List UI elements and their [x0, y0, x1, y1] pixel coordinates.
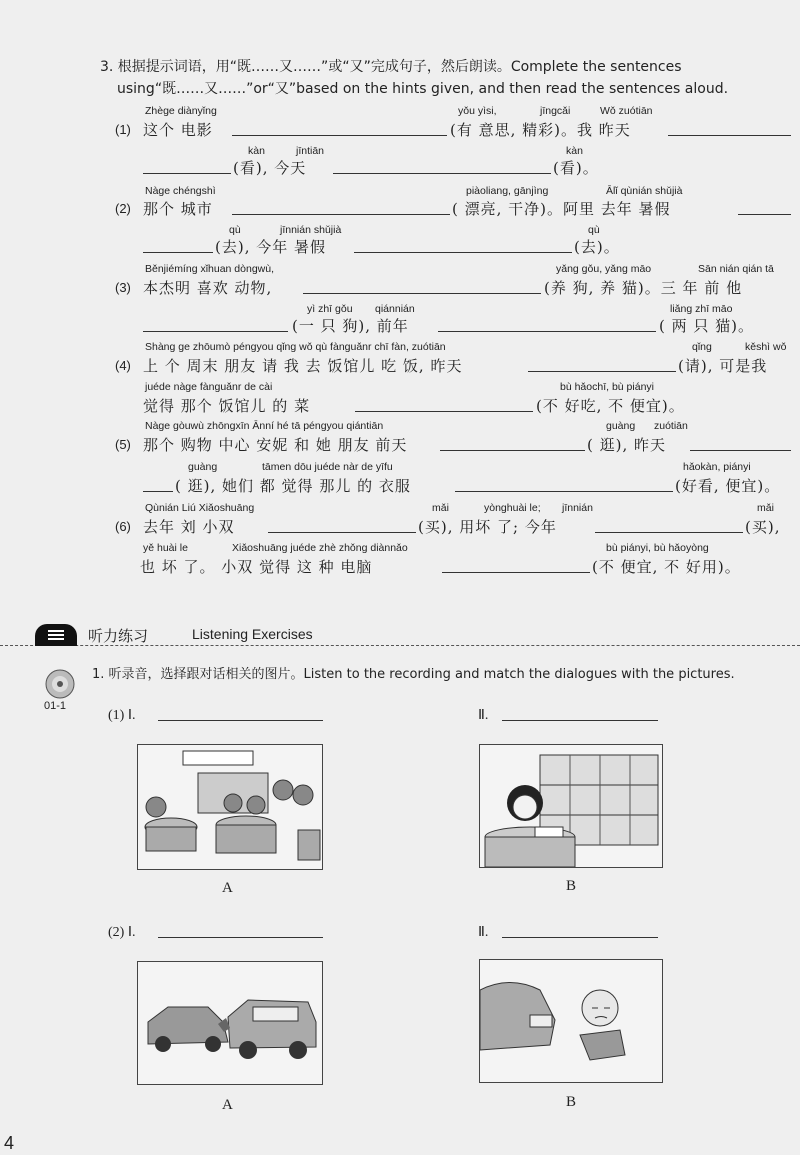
- sentence-text: (好看, 便宜)。: [675, 477, 781, 495]
- answer-blank[interactable]: [143, 159, 231, 174]
- pinyin: Nàge chéngshì: [145, 185, 216, 197]
- pinyin: yònghuài le;: [484, 502, 541, 514]
- audio-cd-icon[interactable]: [45, 669, 75, 699]
- picture-caption: B: [566, 878, 577, 894]
- pinyin: kàn: [248, 145, 265, 157]
- answer-blank[interactable]: [502, 923, 658, 938]
- answer-blank[interactable]: [303, 279, 541, 294]
- menu-icon: [35, 624, 77, 646]
- answer-blank[interactable]: [528, 357, 676, 372]
- sentence-text: (不 便宜, 不 好用)。: [592, 558, 741, 576]
- pinyin: Xiǎoshuāng juéde zhè zhǒng diànnǎo: [232, 542, 408, 554]
- pinyin: jīnnián: [562, 502, 593, 514]
- sentence-text: (看), 今天: [233, 159, 307, 177]
- pinyin: qù: [588, 224, 600, 236]
- answer-blank[interactable]: [502, 706, 658, 721]
- question-1-label-i: (1) Ⅰ.: [108, 708, 136, 723]
- answer-blank[interactable]: [143, 317, 288, 332]
- answer-blank[interactable]: [690, 436, 791, 451]
- picture-car-accident: [137, 961, 323, 1085]
- picture-restaurant: [137, 744, 323, 870]
- pinyin: Ālǐ qùnián shǔjià: [606, 185, 683, 197]
- answer-blank[interactable]: [143, 477, 173, 492]
- picture-sick-person: [479, 959, 663, 1083]
- pinyin: yì zhī gǒu: [307, 303, 353, 315]
- pinyin: yǒu yìsi,: [458, 105, 497, 117]
- sentence-text: (买),: [745, 518, 781, 536]
- answer-blank[interactable]: [595, 518, 743, 533]
- pinyin: kàn: [566, 145, 583, 157]
- exercise-3-title-line1: 3. 根据提示词语，用“既……又……”或“又”完成句子，然后朗读。Complete the sentences: [100, 59, 682, 75]
- sentence-text: (去), 今年 暑假: [215, 238, 327, 256]
- pinyin: tāmen dōu juéde nàr de yīfu: [262, 461, 393, 473]
- pinyin: qǐng: [692, 341, 712, 353]
- answer-blank[interactable]: [333, 159, 551, 174]
- question-2-label-ii: Ⅱ.: [478, 925, 489, 940]
- sentence-text: (去)。: [574, 238, 620, 256]
- sentence-text: 上 个 周末 朋友 请 我 去 饭馆儿 吃 饭, 昨天: [143, 357, 463, 375]
- pinyin: guàng: [606, 420, 636, 432]
- exercise-1-title: 1. 听录音，选择跟对话相关的图片。Listen to the recording and match the dialogues with the pictures.: [92, 667, 735, 682]
- answer-blank[interactable]: [232, 121, 447, 136]
- section-title-zh: 听力练习: [88, 627, 149, 645]
- sentence-text: (不 好吃, 不 便宜)。: [536, 397, 685, 415]
- pinyin: Zhège diànyǐng: [145, 105, 217, 117]
- pinyin: piàoliang, gānjìng: [466, 185, 549, 197]
- sentence-text: (养 狗, 养 猫)。三 年 前 他: [544, 279, 743, 297]
- pinyin: qù: [229, 224, 241, 236]
- item-number: (4): [115, 358, 131, 373]
- question-1-label-ii: Ⅱ.: [478, 708, 489, 723]
- item-number: (1): [115, 122, 131, 137]
- page-number: 4: [4, 1133, 15, 1153]
- sentence-text: 去年 刘 小双: [143, 518, 235, 536]
- pinyin: mǎi: [757, 502, 774, 514]
- question-2-label-i: (2) Ⅰ.: [108, 925, 136, 940]
- sentence-text: 本杰明 喜欢 动物,: [143, 279, 273, 297]
- answer-blank[interactable]: [738, 200, 791, 215]
- sentence-text: (一 只 狗), 前年: [292, 317, 409, 335]
- sentence-text: ( 漂亮, 干净)。阿里 去年 暑假: [452, 200, 671, 218]
- item-number: (2): [115, 201, 131, 216]
- pinyin: qiánnián: [375, 303, 415, 315]
- exercise-3-title-line2: using“既……又……”or“又”based on the hints given, and then read the sentences aloud.: [117, 81, 729, 97]
- pinyin: jīnnián shǔjià: [280, 224, 342, 236]
- sentence-text: 觉得 那个 饭馆儿 的 菜: [143, 397, 311, 415]
- sentence-text: 那个 城市: [143, 200, 213, 218]
- pinyin: liǎng zhī māo: [670, 303, 733, 315]
- pinyin: hǎokàn, piányi: [683, 461, 751, 473]
- pinyin: bù hǎochī, bù piányi: [560, 381, 654, 393]
- pinyin: guàng: [188, 461, 218, 473]
- pinyin: zuótiān: [654, 420, 688, 432]
- sentence-text: (买), 用坏 了; 今年: [418, 518, 557, 536]
- pinyin: juéde nàge fànguǎnr de cài: [145, 381, 273, 393]
- pinyin: jīngcǎi: [540, 105, 571, 117]
- answer-blank[interactable]: [440, 436, 585, 451]
- answer-blank[interactable]: [442, 558, 590, 573]
- section-title-en: Listening Exercises: [192, 626, 313, 642]
- answer-blank[interactable]: [232, 200, 450, 215]
- answer-blank[interactable]: [438, 317, 656, 332]
- picture-caption: A: [222, 1097, 233, 1113]
- item-number: (6): [115, 519, 131, 534]
- answer-blank[interactable]: [355, 397, 533, 412]
- picture-caption: B: [566, 1094, 577, 1110]
- pinyin: Shàng ge zhōumò péngyou qǐng wǒ qù fànguǎnr chī fàn, zuótiān: [145, 341, 446, 353]
- sentence-text: ( 逛), 昨天: [587, 436, 667, 454]
- sentence-text: 也 坏 了。 小双 觉得 这 种 电脑: [140, 558, 373, 576]
- answer-blank[interactable]: [668, 121, 791, 136]
- pinyin: mǎi: [432, 502, 449, 514]
- sentence-text: (看)。: [553, 159, 599, 177]
- sentence-text: ( 逛), 她们 都 觉得 那儿 的 衣服: [175, 477, 411, 495]
- answer-blank[interactable]: [158, 706, 323, 721]
- pinyin: Sān nián qián tā: [698, 263, 774, 275]
- pinyin: yǎng gǒu, yǎng māo: [556, 263, 652, 275]
- pinyin: Běnjiémíng xǐhuan dòngwù,: [145, 263, 275, 275]
- item-number: (3): [115, 280, 131, 295]
- sentence-text: (有 意思, 精彩)。我 昨天: [450, 121, 631, 139]
- pinyin: yě huài le: [143, 542, 188, 554]
- answer-blank[interactable]: [158, 923, 323, 938]
- pinyin: kěshì wǒ: [745, 341, 787, 353]
- answer-blank[interactable]: [143, 238, 213, 253]
- answer-blank[interactable]: [455, 477, 673, 492]
- sentence-text: 这个 电影: [143, 121, 213, 139]
- answer-blank[interactable]: [268, 518, 416, 533]
- pinyin: Qùnián Liú Xiǎoshuāng: [145, 502, 255, 514]
- sentence-text: 那个 购物 中心 安妮 和 她 朋友 前天: [143, 436, 408, 454]
- answer-blank[interactable]: [354, 238, 572, 253]
- picture-library: [479, 744, 663, 868]
- item-number: (5): [115, 437, 131, 452]
- sentence-text: ( 两 只 猫)。: [659, 317, 755, 335]
- pinyin: jīntiān: [296, 145, 325, 157]
- pinyin: Wǒ zuótiān: [600, 105, 653, 117]
- track-number: 01-1: [44, 700, 67, 712]
- pinyin: bù piányi, bù hǎoyòng: [606, 542, 709, 554]
- sentence-text: (请), 可是我: [678, 357, 768, 375]
- picture-caption: A: [222, 880, 233, 896]
- pinyin: Nàge gòuwù zhōngxīn Ānní hé tā péngyou qiántiān: [145, 420, 384, 432]
